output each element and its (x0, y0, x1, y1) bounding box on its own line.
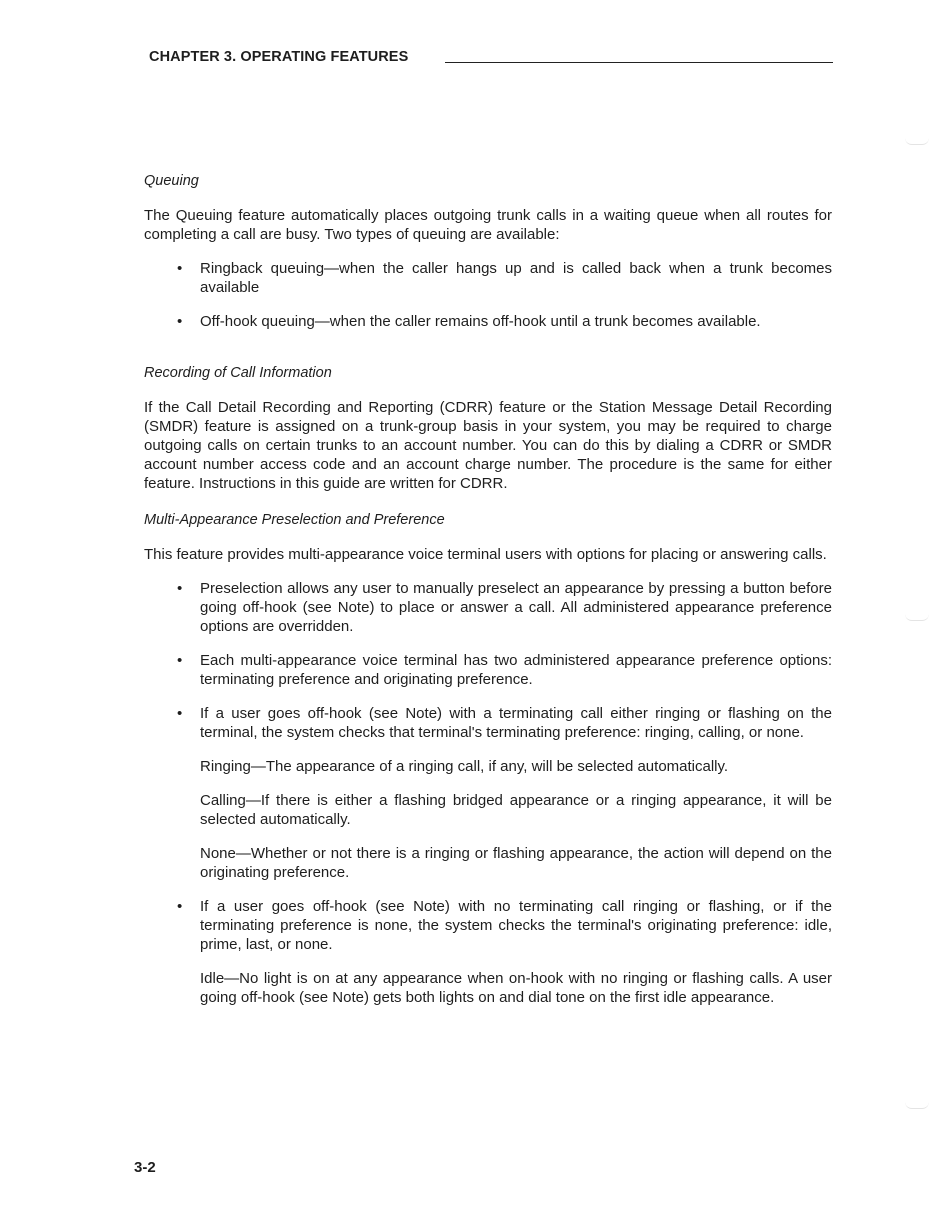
originating-option-idle: Idle—No light is on at any appearance when on-hook with no ringing or flashing calls. A user going off-hook (see Note) gets both lights on and dial tone on the first idle appearance. (200, 970, 832, 1006)
bullet-list (144, 579, 832, 1007)
bullet-list (144, 259, 832, 331)
section-queuing (144, 172, 832, 331)
list-item: • Preselection allows any user to manually preselect an appearance by pressing a button before going off-hook (see Note) to place or answer a call. All administered appearance preference options are overridden. (177, 580, 832, 635)
section-heading: Multi-Appearance Preselection and Preference (144, 512, 445, 528)
bullet-icon: • (177, 313, 183, 330)
list-item: • If a user goes off-hook (see Note) with no terminating call ringing or flashing, or if the terminating preference is none, the system checks the terminal's originating preference: idle, prime, last, or none. Idle—No light is on at any appearance when on-hook with no ringing or flashing calls. A user going off-hook (see Note) gets both lights on and dial tone on the first idle appearance. (177, 898, 832, 1006)
bullet-icon: • (177, 652, 183, 669)
running-header (149, 48, 833, 68)
bullet-icon: • (177, 580, 183, 597)
page-content (144, 172, 832, 1007)
section-recording (144, 364, 832, 493)
scan-margin-mark (905, 614, 929, 621)
section-multi-appearance (144, 511, 832, 1007)
list-item: • If a user goes off-hook (see Note) with a terminating call either ringing or flashing on the terminal, the system checks that terminal's terminating preference: ringing, calling, or none. Ringing—The appearance of a ringing call, if any, will be selected automatically. Calling—If there is either a flashing bridged appearance or a ringing appearance, it will be selected automatically. None—Whether or not there is a ringing or flashing appearance, the action will depend on the originating preference. (177, 705, 832, 881)
paragraph: This feature provides multi-appearance voice terminal users with options for placing or answering calls. (144, 546, 827, 563)
section-heading: Queuing (144, 173, 199, 189)
section-heading: Recording of Call Information (144, 365, 332, 381)
list-item: • Ringback queuing—when the caller hangs up and is called back when a trunk becomes available (177, 260, 832, 296)
terminating-option-calling: Calling—If there is either a flashing bridged appearance or a ringing appearance, it will be selected automatically. (200, 792, 832, 828)
page-number: 3-2 (134, 1159, 156, 1176)
bullet-icon: • (177, 898, 183, 915)
paragraph: The Queuing feature automatically places outgoing trunk calls in a waiting queue when all routes for completing a call are busy. Two types of queuing are available: (144, 207, 832, 243)
list-item: • Off-hook queuing—when the caller remains off-hook until a trunk becomes available. (177, 313, 761, 330)
chapter-title: CHAPTER 3. OPERATING FEATURES (149, 49, 409, 65)
header-rule (445, 62, 833, 63)
scan-margin-mark (905, 138, 929, 145)
bullet-icon: • (177, 705, 183, 722)
bullet-icon: • (177, 260, 183, 277)
terminating-option-ringing: Ringing—The appearance of a ringing call, if any, will be selected automatically. (200, 758, 729, 775)
list-item: • Each multi-appearance voice terminal has two administered appearance preference options: terminating preference and originating preference. (177, 652, 832, 688)
paragraph: If the Call Detail Recording and Reporting (CDRR) feature or the Station Message Detail Recording (SMDR) feature is assigned on a trunk-group basis in your system, you may be required to charge outgoing calls on certain trunks to an account number. You can do this by dialing a CDRR or SMDR account number access code and an account charge number. The procedure is the same for either feature. Instructions in this guide are written for CDRR. (144, 399, 832, 492)
terminating-option-none: None—Whether or not there is a ringing or flashing appearance, the action will depend on the originating preference. (200, 845, 832, 881)
scan-margin-mark (905, 1102, 929, 1109)
